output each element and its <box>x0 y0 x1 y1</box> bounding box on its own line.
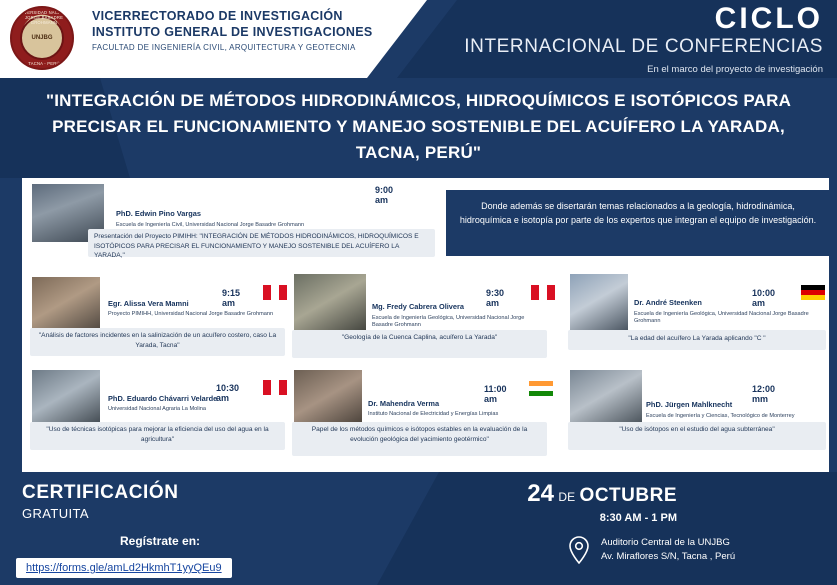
poster-footer <box>0 472 837 585</box>
right-side-bar <box>829 178 837 472</box>
org-line-2: INSTITUTO GENERAL DE INVESTIGACIONES <box>92 24 373 39</box>
event-hours: 8:30 AM - 1 PM <box>599 512 677 524</box>
speaker-talk-4: "La edad del acuífero La Yarada aplicando "C " <box>628 335 766 342</box>
event-month: OCTUBRE <box>579 485 677 506</box>
project-title: "INTEGRACIÓN DE MÉTODOS HIDRODINÁMICOS, HIDROQUÍMICOS E ISOTÓPICOS PARA PRECISAR EL FUNCIONAMIENTO Y MANEJO SOSTENIBLE DEL ACUÍFERO LA YARADA, TACNA, PERÚ" <box>45 91 792 162</box>
speaker-name-2: Egr. Alissa Vera Mamni <box>108 299 189 308</box>
speaker-talk-card-1 <box>88 229 435 260</box>
speaker-affiliation-6: Instituto Nacional de Electricidad y Energías Limpias <box>368 411 499 417</box>
venue-lines <box>601 536 815 565</box>
title-band <box>0 78 837 178</box>
speaker-talk-7: "Uso de isótopos en el estudio del agua subterránea" <box>619 426 775 433</box>
flag-icon-peru-3 <box>530 284 556 301</box>
register-label: Regístrate en: <box>120 534 201 548</box>
event-date <box>527 480 677 508</box>
speaker-affiliation-5: Universidad Nacional Agraria La Molina <box>108 406 206 412</box>
series-context: En el marco del proyecto de investigación <box>647 63 823 75</box>
speaker-talk-3: "Geología de la Cuenca Caplina, acuífero La Yarada" <box>341 334 498 341</box>
speaker-name-6: Dr. Mahendra Verma <box>368 399 440 408</box>
speaker-talk-1: Presentación del Proyecto PIMIHH: "INTEGRACIÓN DE MÉTODOS HIDRODINÁMICOS, HIDROQUÍMICOS E ISOTÓPICOS PARA PRECISAR EL FUNCIONAMIENTO Y MANEJO SOSTENIBLE DEL ACUÍFERO LA YARADA," <box>94 233 419 260</box>
speaker-time-4: 10:00 am <box>752 288 776 308</box>
series-subtitle: INTERNACIONAL DE CONFERENCIAS <box>464 36 823 57</box>
certification-title: CERTIFICACIÓN <box>22 482 179 503</box>
speaker-talk-card-6 <box>292 422 547 456</box>
speaker-talk-6: Papel de los métodos químicos e isótopos estables en la evaluación de la evolución geológica del yacimiento geotérmico" <box>311 426 528 443</box>
certification-subtitle: GRATUITA <box>22 506 89 521</box>
poster-header <box>0 0 837 78</box>
location-pin-icon <box>565 534 593 566</box>
event-series-block <box>464 4 823 75</box>
university-logo <box>10 6 74 70</box>
series-title: CICLO <box>714 2 823 35</box>
speaker-talk-5: "Uso de técnicas isotópicas para mejorar la eficiencia del uso del agua en la agricultura" <box>46 426 269 443</box>
organization-block <box>92 9 373 52</box>
logo-ring-bottom-text: TACNA - PERÚ <box>28 61 60 66</box>
speaker-affiliation-4: Escuela de Ingeniería Geológica, Universidad Nacional Jorge Basadre Grohmann <box>634 311 809 324</box>
speaker-affiliation-1: Escuela de Ingeniería Civil, Universidad Nacional Jorge Basadre Grohmann <box>116 222 305 228</box>
event-day: 24 <box>527 480 554 507</box>
speaker-name-3: Mg. Fredy Cabrera Olivera <box>372 302 465 311</box>
speaker-talk-card-3 <box>292 330 547 358</box>
venue-line-1: Auditorio Central de la UNJBG <box>601 536 730 548</box>
speaker-name-5: PhD. Eduardo Chávarri Velarde <box>108 394 218 403</box>
certification-block <box>22 482 179 521</box>
speaker-time-1: 9:00 am <box>375 185 394 205</box>
speaker-talk-card-7 <box>568 422 826 450</box>
speaker-affiliation-2: Proyecto PIMIHH, Universidad Nacional Jorge Basadre Grohmann <box>108 311 274 317</box>
speaker-name-1: PhD. Edwin Pino Vargas <box>116 209 202 218</box>
event-venue <box>565 534 815 566</box>
registration-link[interactable]: https://forms.gle/amLd2HkmhT1yyQEu9 <box>16 558 232 578</box>
speaker-affiliation-7: Escuela de Ingeniería y Ciencias, Tecnológico de Monterrey <box>646 413 795 419</box>
speaker-talk-2: "Análisis de factores incidentes en la salinización de un acuífero costero, caso La Yarada, Tacna" <box>38 332 277 349</box>
speaker-time-2: 9:15 am <box>222 288 241 308</box>
speaker-talk-card-5 <box>30 422 285 450</box>
speaker-affiliation-3: Escuela de Ingeniería Geológica, Universidad Nacional Jorge Basadre Grohmann <box>372 315 525 328</box>
venue-line-2: Av. Miraflores S/N, Tacna , Perú <box>601 551 736 562</box>
logo-ring-top-text: UNIVERSIDAD NACIONAL JORGE BASADRE GROHMANN <box>16 10 72 25</box>
speaker-talk-card-2 <box>30 328 285 356</box>
speaker-time-3: 9:30 am <box>486 288 505 308</box>
event-date-separator: DE <box>558 490 576 504</box>
left-side-bar <box>0 178 22 472</box>
speaker-talk-card-4 <box>568 330 826 350</box>
speaker-name-7: PhD. Jürgen Mahlknecht <box>646 400 733 409</box>
org-line-3: FACULTAD DE INGENIERÍA CIVIL, ARQUITECTURA Y GEOTECNIA <box>92 43 356 53</box>
additional-topics-note: Donde además se disertarán temas relacionados a la geología, hidrodinámica, hidroquímica e isotopía por parte de los expertos que integran el equipo de investigación. <box>446 190 830 256</box>
flag-icon-india-6 <box>528 380 554 397</box>
logo-center-text: UNJBG <box>20 16 64 60</box>
speaker-time-7: 12:00 mm <box>752 384 776 404</box>
org-line-1: VICERRECTORADO DE INVESTIGACIÓN <box>92 9 343 23</box>
speaker-time-6: 11:00 am <box>484 384 507 404</box>
speaker-name-4: Dr. André Steenken <box>634 298 702 307</box>
speaker-time-5: 10:30 am <box>216 383 240 403</box>
